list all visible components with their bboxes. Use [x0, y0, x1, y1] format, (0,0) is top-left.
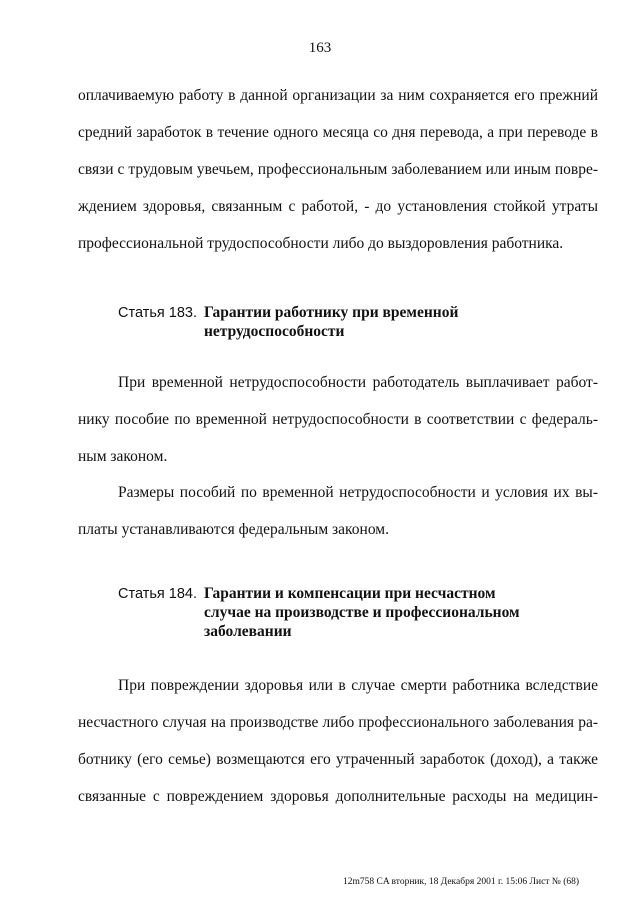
text-line: средний заработок в течение одного месяца со дня перевода, а при переводе в — [78, 124, 598, 141]
text-line: несчастного случая на производстве либо профессионального заболевания ра- — [78, 714, 598, 731]
article-183-heading — [118, 303, 458, 341]
text-line: ждением здоровья, связанным с работой, - до установления стойкой утраты — [78, 198, 598, 215]
print-footer: 12m758 CA вторник, 18 Декабря 2001 г. 15:06 Лист № (68) — [343, 877, 580, 887]
article-title-line: Гарантии работнику при временной — [204, 304, 459, 321]
text-line: ботнику (его семье) возмещаются его утраченный заработок (доход), а также — [78, 751, 598, 768]
paragraph-continuation — [78, 77, 598, 262]
article-label: Статья 183. — [118, 305, 197, 321]
text-line: связи с трудовым увечьем, профессиональным заболеванием или иным повре- — [78, 161, 598, 178]
text-line: При повреждении здоровья или в случае смерти работника вследствие — [118, 677, 598, 694]
paragraph-article-183-part-1 — [78, 364, 598, 475]
article-title — [204, 303, 458, 341]
article-title-line: случае на производстве и профессиональном — [204, 604, 520, 621]
article-title-line: Гарантии и компенсации при несчастном — [204, 585, 496, 602]
article-label: Статья 184. — [118, 586, 197, 602]
article-title-line: заболевании — [204, 623, 292, 640]
text-line: При временной нетрудоспособности работодатель выплачивает работ- — [118, 374, 598, 391]
paragraph-article-183-part-2 — [78, 474, 598, 548]
text-line: ным законом. — [78, 448, 168, 465]
page-number: 163 — [308, 40, 332, 56]
article-title — [204, 584, 520, 641]
text-line: оплачиваемую работу в данной организации за ним сохраняется его прежний — [78, 87, 598, 104]
text-line: Размеры пособий по временной нетрудоспособности и условия их вы- — [118, 484, 598, 501]
text-line: нику пособие по временной нетрудоспособности в соответствии с федераль- — [78, 411, 598, 428]
text-line: связанные с повреждением здоровья дополнительные расходы на медицин- — [78, 788, 598, 805]
paragraph-article-184 — [78, 667, 598, 815]
text-line: профессиональной трудоспособности либо до выздоровления работника. — [78, 235, 564, 252]
article-184-heading — [118, 584, 520, 641]
text-line: платы устанавливаются федеральным законом. — [78, 521, 389, 538]
article-title-line: нетрудоспособности — [204, 323, 345, 340]
